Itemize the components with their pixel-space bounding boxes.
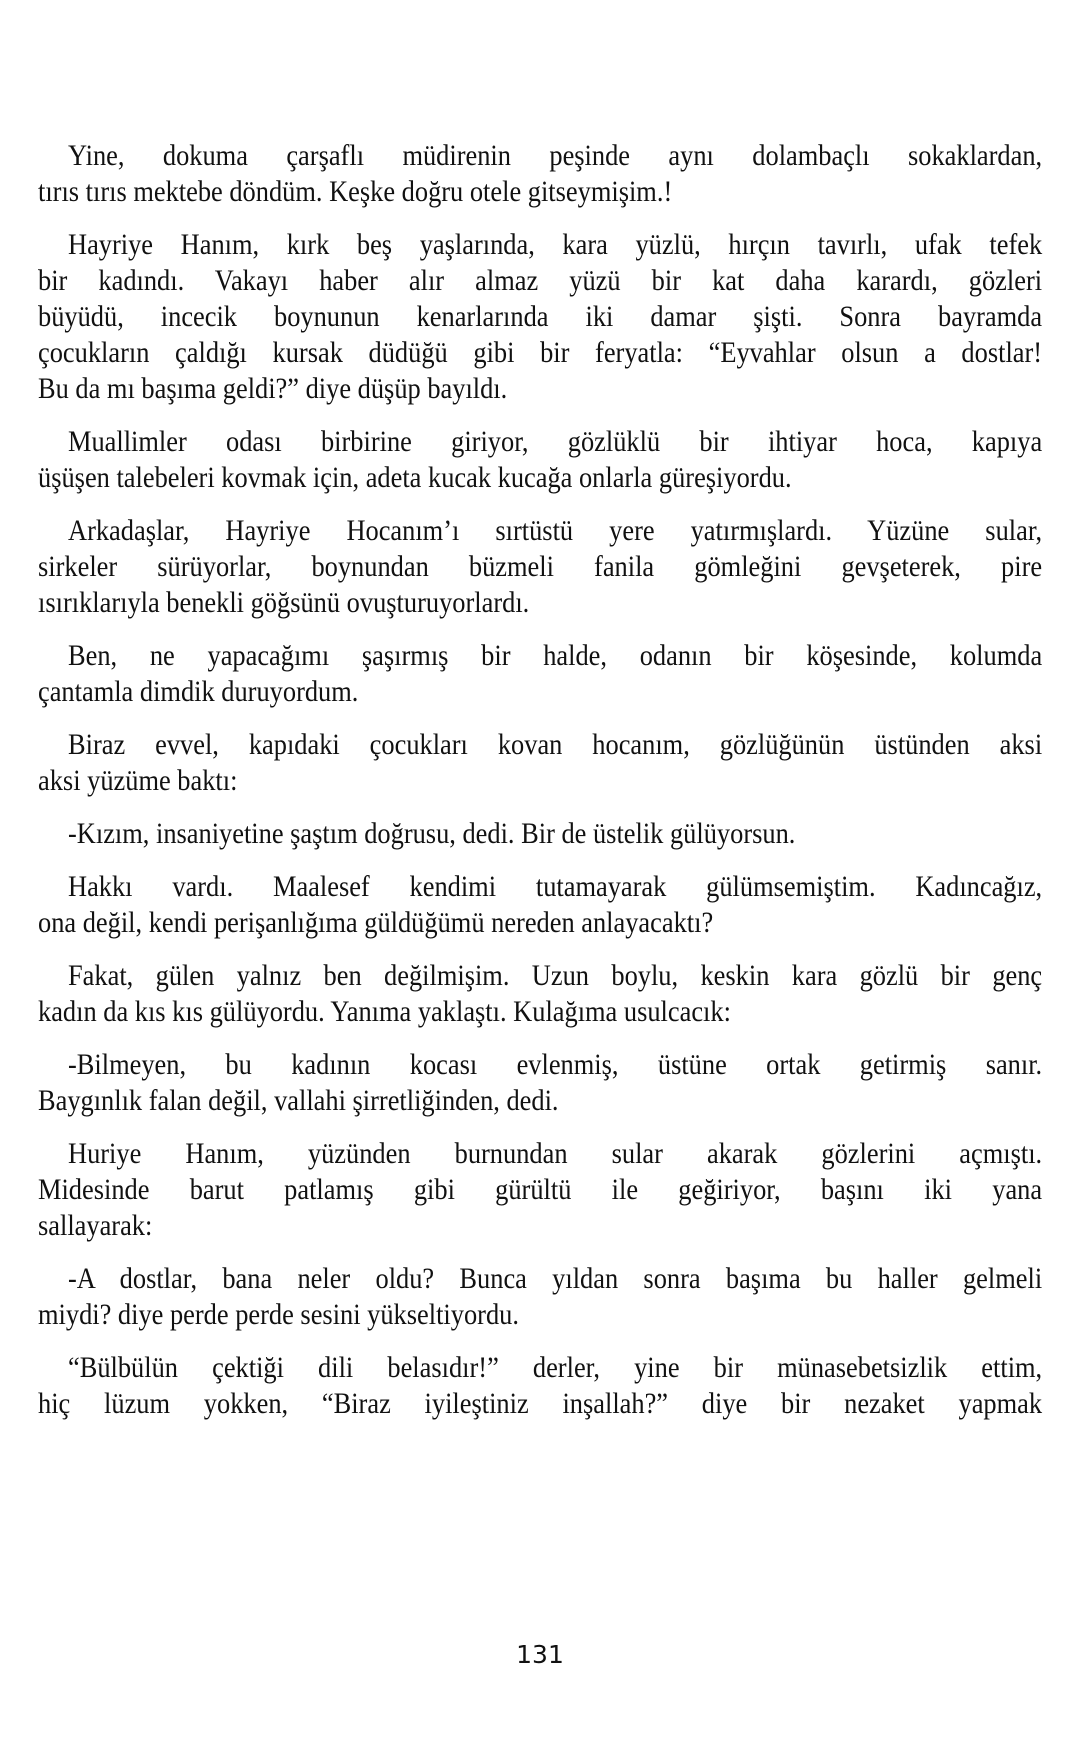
text-line: -Kızım, insaniyetine şaştım doğrusu, dedi. Bir de üstelik gülüyorsun. [68, 817, 796, 850]
text-line: aksi yüzüme baktı: [38, 764, 238, 797]
paragraph [38, 1136, 1042, 1244]
paragraph [38, 1350, 1042, 1422]
paragraph [38, 869, 1042, 941]
text-line: büyüdü, incecik boynunun kenarlarında iki damar şişti. Sonra bayramda [38, 300, 1043, 333]
text-line: Huriye Hanım, yüzünden burnundan sular akarak gözlerini açmıştı. [68, 1137, 1043, 1170]
text-line: -A dostlar, bana neler oldu? Bunca yıldan sonra başıma bu haller gelmeli [68, 1262, 1043, 1295]
text-line: sallayarak: [38, 1209, 153, 1242]
paragraph [38, 816, 1042, 852]
paragraph [38, 727, 1042, 799]
text-line: Ben, ne yapacağımı şaşırmış bir halde, odanın bir köşesinde, kolumda [68, 639, 1043, 672]
text-line: Arkadaşlar, Hayriye Hocanım’ı sırtüstü yere yatırmışlardı. Yüzüne sular, [68, 514, 1043, 547]
text-line: Midesinde barut patlamış gibi gürültü ile geğiriyor, başını iki yana [38, 1173, 1043, 1206]
page-number: 131 [516, 1640, 564, 1669]
paragraph [38, 638, 1042, 710]
text-line: çocukların çaldığı kursak düdüğü gibi bir feryatla: “Eyvahlar olsun a dostlar! [38, 336, 1043, 369]
text-line: tırıs tırıs mektebe döndüm. Keşke doğru otele gitseymişim.! [38, 175, 673, 208]
text-line: çantamla dimdik duruyordum. [38, 675, 359, 708]
paragraph [38, 424, 1042, 496]
text-line: miydi? diye perde perde sesini yükseltiyordu. [38, 1298, 519, 1331]
paragraph [38, 958, 1042, 1030]
book-page-body [38, 138, 1042, 1439]
text-line: ona değil, kendi perişanlığıma güldüğümü nereden anlayacaktı? [38, 906, 714, 939]
text-line: üşüşen talebeleri kovmak için, adeta kucak kucağa onlarla güreşiyordu. [38, 461, 792, 494]
paragraph [38, 1047, 1042, 1119]
text-line: “Bülbülün çektiği dili belasıdır!” derler, yine bir münasebetsizlik ettim, [68, 1351, 1043, 1384]
paragraph [38, 227, 1042, 407]
text-line: Yine, dokuma çarşaflı müdirenin peşinde aynı dolambaçlı sokaklardan, [68, 139, 1043, 172]
text-line: ısırıklarıyla benekli göğsünü ovuşturuyorlardı. [38, 586, 530, 619]
text-line: hiç lüzum yokken, “Biraz iyileştiniz inşallah?” diye bir nezaket yapmak [38, 1387, 1043, 1420]
text-line: sirkeler sürüyorlar, boynundan büzmeli fanila gömleğini gevşeterek, pire [38, 550, 1043, 583]
text-line: Fakat, gülen yalnız ben değilmişim. Uzun boylu, keskin kara gözlü bir genç [68, 959, 1043, 992]
text-line: Muallimler odası birbirine giriyor, gözlüklü bir ihtiyar hoca, kapıya [68, 425, 1043, 458]
text-line: bir kadındı. Vakayı haber alır almaz yüzü bir kat daha karardı, gözleri [38, 264, 1043, 297]
paragraph [38, 1261, 1042, 1333]
text-line: kadın da kıs kıs gülüyordu. Yanıma yaklaştı. Kulağıma usulcacık: [38, 995, 731, 1028]
text-line: Bu da mı başıma geldi?” diye düşüp bayıldı. [38, 372, 508, 405]
text-line: Hayriye Hanım, kırk beş yaşlarında, kara yüzlü, hırçın tavırlı, ufak tefek [68, 228, 1043, 261]
paragraph [38, 138, 1042, 210]
text-line: -Bilmeyen, bu kadının kocası evlenmiş, üstüne ortak getirmiş sanır. [68, 1048, 1043, 1081]
text-line: Baygınlık falan değil, vallahi şirretliğinden, dedi. [38, 1084, 559, 1117]
text-line: Biraz evvel, kapıdaki çocukları kovan hocanım, gözlüğünün üstünden aksi [68, 728, 1043, 761]
paragraph [38, 513, 1042, 621]
text-line: Hakkı vardı. Maalesef kendimi tutamayarak gülümsemiştim. Kadıncağız, [68, 870, 1043, 903]
